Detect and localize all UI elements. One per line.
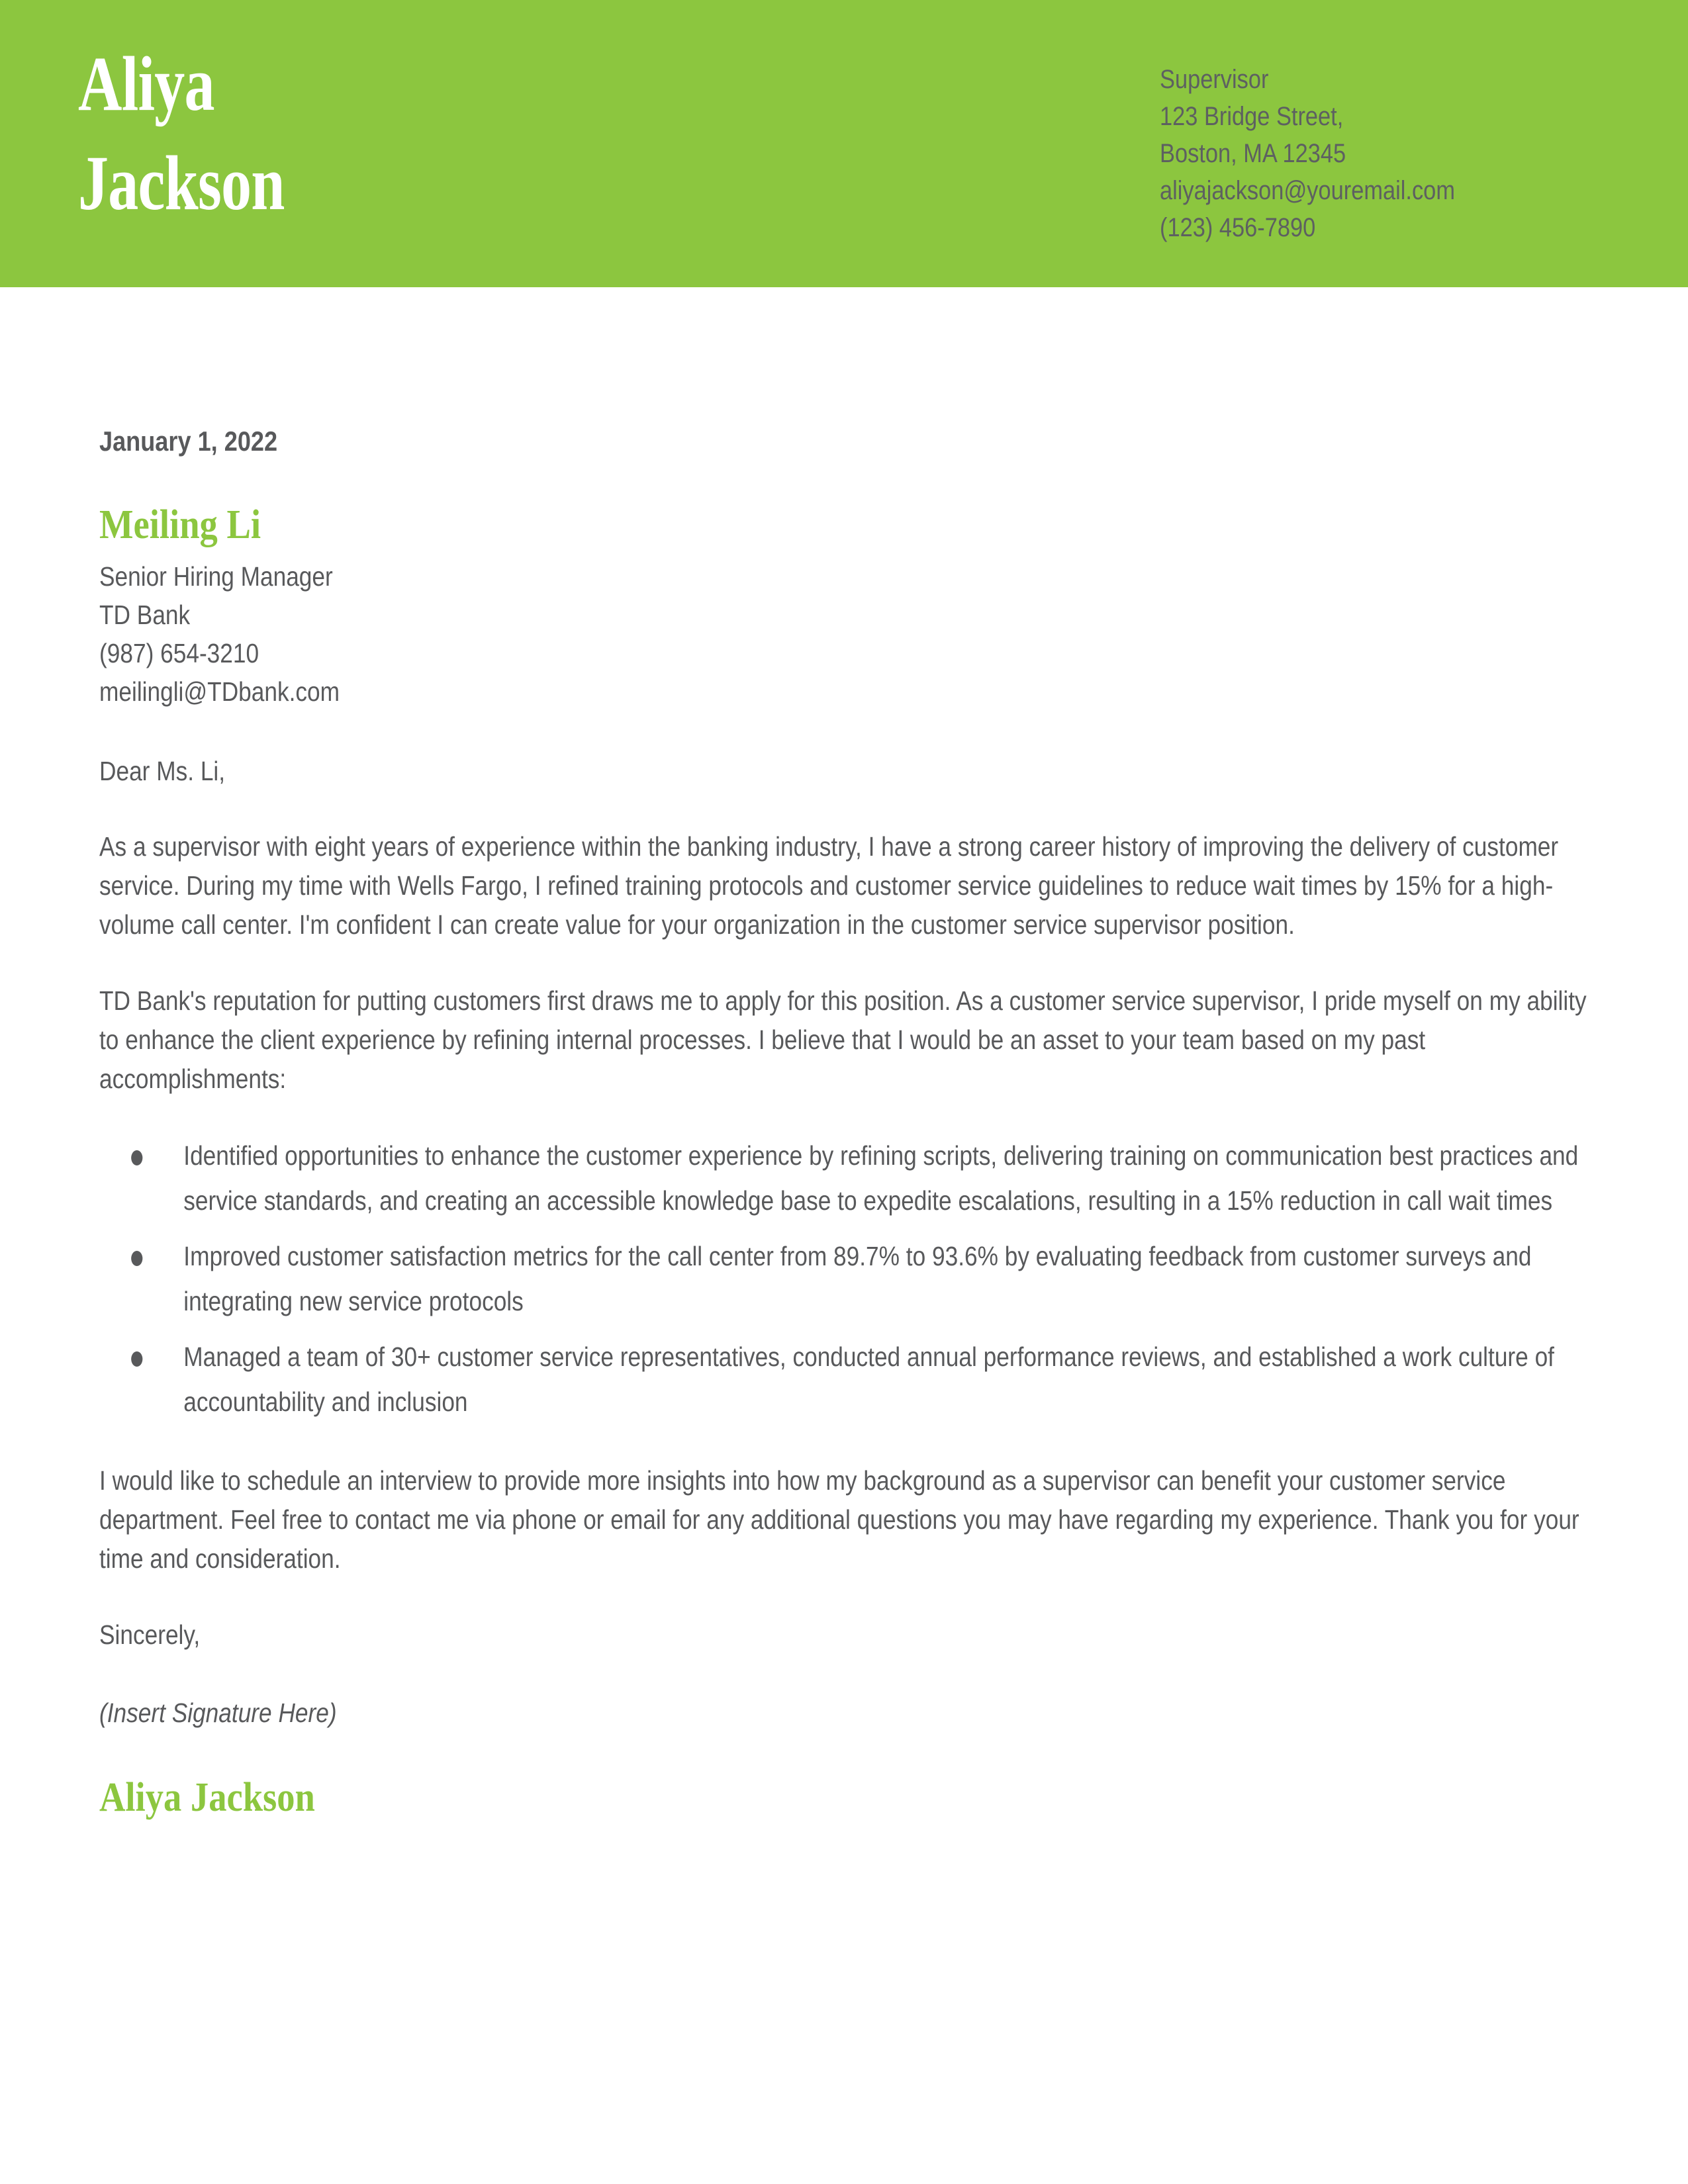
letter-header-band [0,0,1688,287]
applicant-contact-block [1160,61,1455,246]
recipient-name: Meiling Li [99,502,261,547]
bullet-point-icon [131,1251,142,1266]
recipient-phone: (987) 654-3210 [99,638,259,668]
list-item [99,1334,1591,1424]
list-item [99,1234,1591,1324]
letter-closing: Sincerely, [99,1619,201,1650]
applicant-email: aliyajackson@youremail.com [1160,176,1455,205]
recipient-details [99,557,1382,711]
list-item [99,1133,1591,1223]
letter-body [99,424,1591,1822]
applicant-phone: (123) 456-7890 [1160,213,1316,242]
accomplishment-text: Improved customer satisfaction metrics for the call center from 89.7% to 93.6% by evaluating feedback from customer surveys and integrating new service protocols [183,1241,1532,1316]
recipient-company: TD Bank [99,600,191,630]
recipient-email: meilingli@TDbank.com [99,676,340,707]
letter-date: January 1, 2022 [99,426,278,457]
bullet-point-icon [131,1150,142,1165]
signature-placeholder: (Insert Signature Here) [99,1698,337,1728]
applicant-first-name: Aliya [78,40,214,127]
letter-paragraph-1: As a supervisor with eight years of experience within the banking industry, I have a strong career history of improving the delivery of customer service. During my time with Wells Fargo, I refined training protocols and customer service guidelines to reduce wait times by 15% for a high-volume call center. I'm confident I can create value for your organization in the customer service supervisor position. [99,831,1559,940]
applicant-name-heading [78,34,285,233]
letter-salutation: Dear Ms. Li, [99,756,226,786]
signature-name: Aliya Jackson [99,1775,315,1820]
applicant-address-line-2: Boston, MA 12345 [1160,139,1346,168]
applicant-job-title: Supervisor [1160,65,1269,94]
recipient-title: Senior Hiring Manager [99,561,333,592]
bullet-point-icon [131,1351,142,1367]
applicant-last-name: Jackson [78,140,285,226]
accomplishment-text: Managed a team of 30+ customer service representatives, conducted annual performance reviews, and established a work culture of accountability and inclusion [183,1342,1554,1417]
letter-paragraph-2: TD Bank's reputation for putting customers first draws me to apply for this position. As a customer service supervisor, I pride myself on my ability to enhance the client experience by refining internal processes. I believe that I would be an asset to your team based on my past accomplishments: [99,985,1587,1094]
accomplishment-text: Identified opportunities to enhance the customer experience by refining scripts, delivering training on communication best practices and service standards, and creating an accessible knowledge base to expedite escalations, resulting in a 15% reduction in call wait times [183,1140,1579,1216]
letter-paragraph-3: I would like to schedule an interview to provide more insights into how my background as a supervisor can benefit your customer service department. Feel free to contact me via phone or email for any additional questions you may have regarding my experience. Thank you for your time and consideration. [99,1465,1579,1574]
accomplishments-list [99,1133,1591,1424]
applicant-address-line-1: 123 Bridge Street, [1160,102,1344,131]
